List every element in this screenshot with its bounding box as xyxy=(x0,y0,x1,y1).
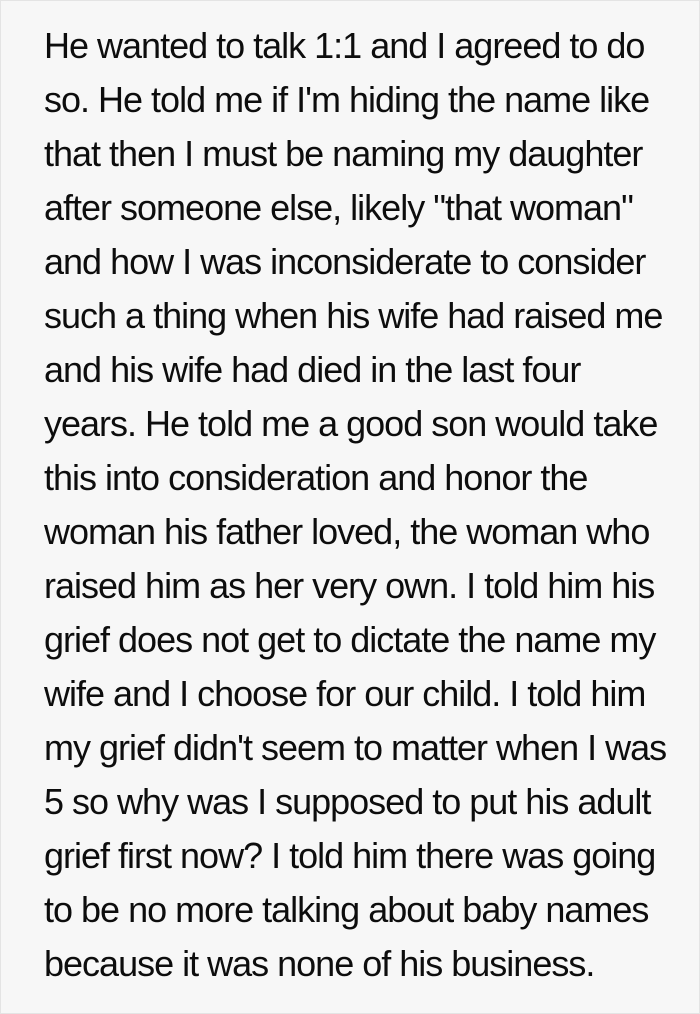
post-paragraph xyxy=(1,1,699,991)
post-line: this into consideration and honor the xyxy=(44,457,588,498)
post-line: wife and I choose for our child. I told him xyxy=(44,673,646,714)
post-line: raised him as her very own. I told him his xyxy=(44,565,655,606)
post-line: to be no more talking about baby names xyxy=(44,889,649,930)
post-line: and how I was inconsiderate to consider xyxy=(44,241,646,282)
post-line: after someone else, likely "that woman" xyxy=(44,187,633,228)
post-line: 5 so why was I supposed to put his adult xyxy=(44,781,651,822)
post-line: and his wife had died in the last four xyxy=(44,349,581,390)
post-line: grief first now? I told him there was going xyxy=(44,835,656,876)
post-line: so. He told me if I'm hiding the name like xyxy=(44,79,650,120)
post-line: grief does not get to dictate the name my xyxy=(44,619,656,660)
post-line: that then I must be naming my daughter xyxy=(44,133,643,174)
post-line: years. He told me a good son would take xyxy=(44,403,658,444)
post-line: because it was none of his business. xyxy=(44,943,595,984)
post-line: my grief didn't seem to matter when I was xyxy=(44,727,667,768)
post-line: He wanted to talk 1:1 and I agreed to do xyxy=(44,25,645,66)
post-line: such a thing when his wife had raised me xyxy=(44,295,663,336)
post-line: woman his father loved, the woman who xyxy=(44,511,650,552)
